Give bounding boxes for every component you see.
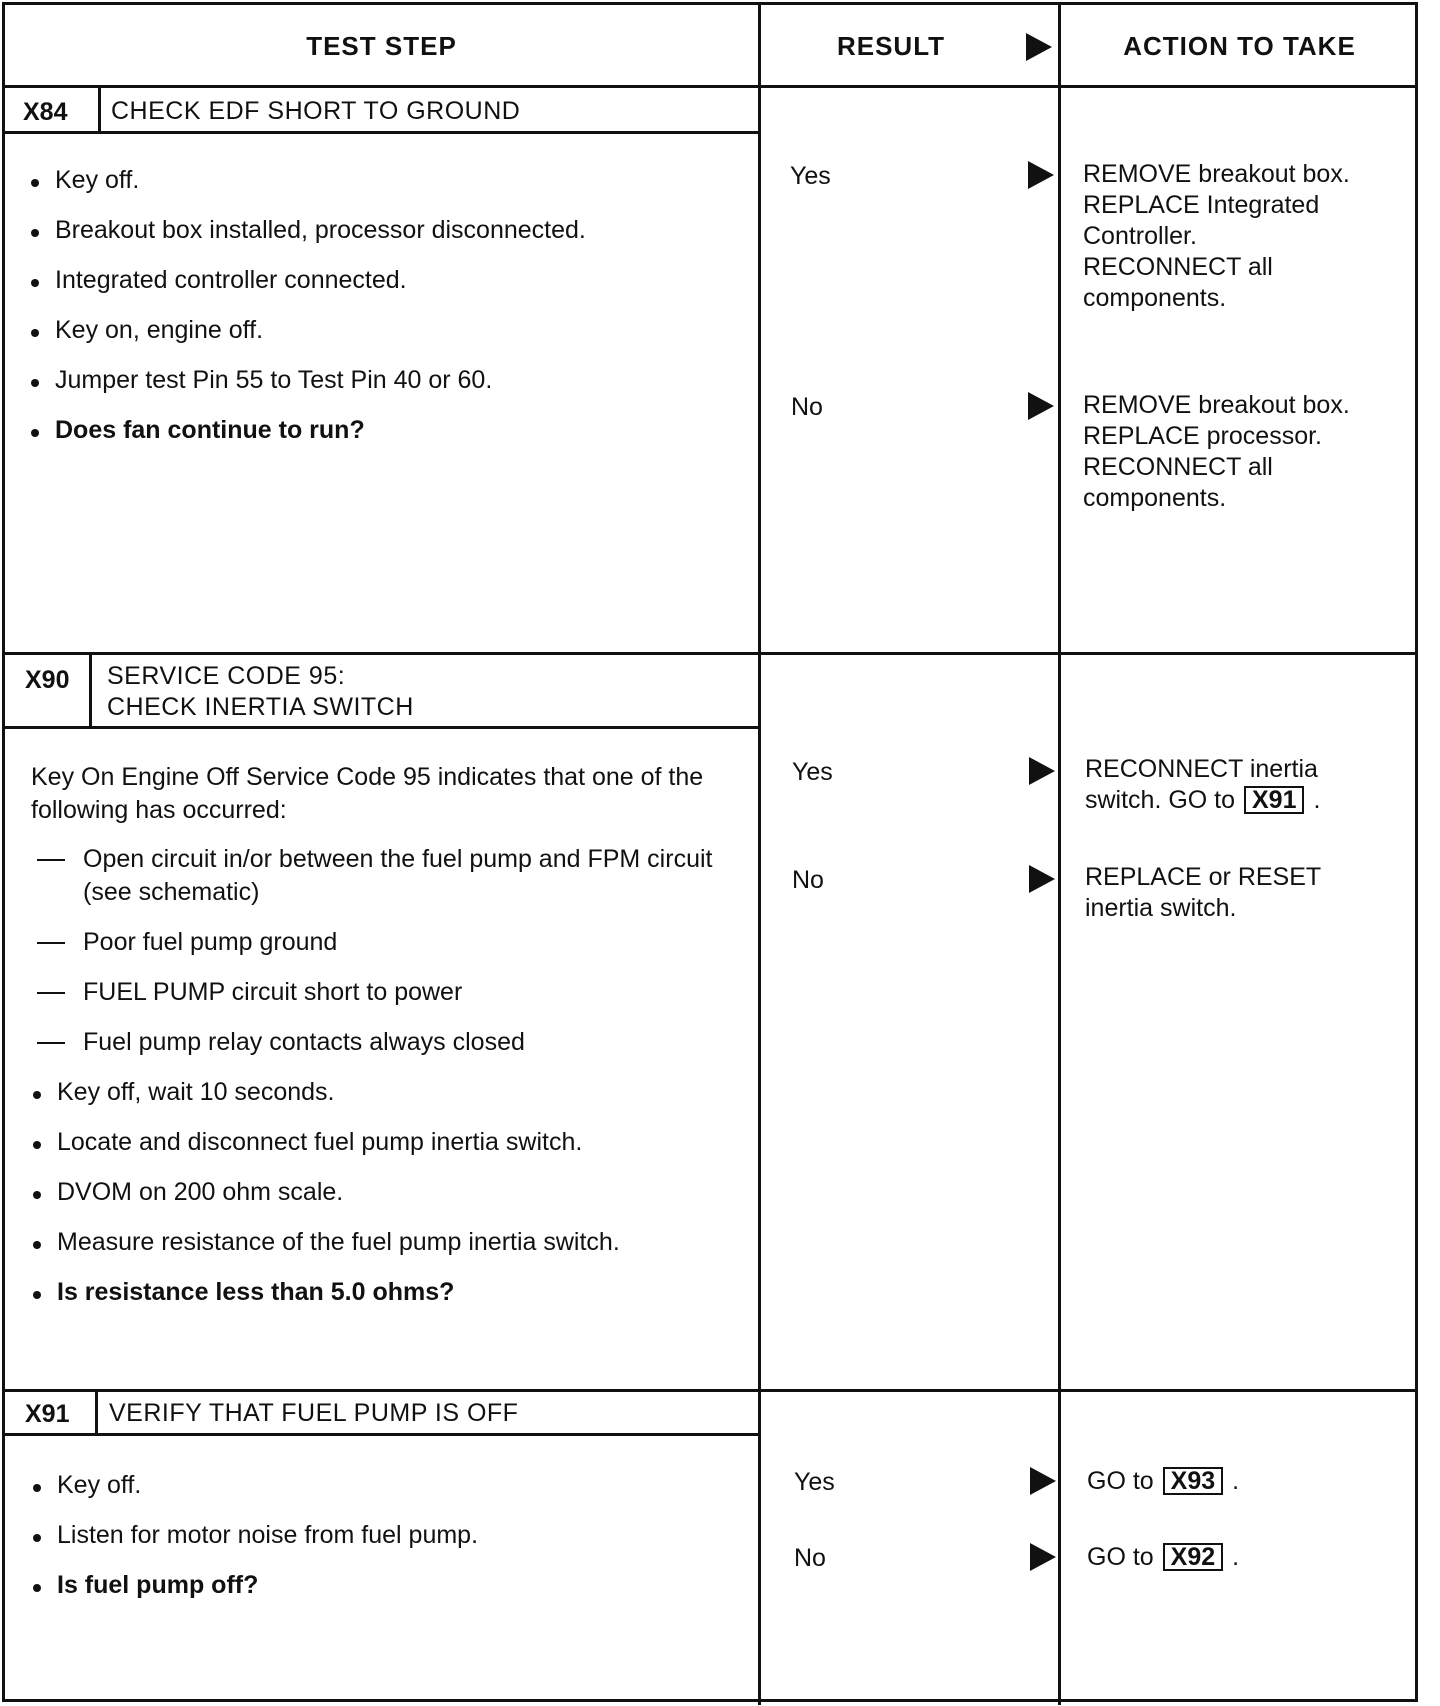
step-x91-action-yes xyxy=(1087,1466,1239,1497)
list-item: Integrated controller connected. xyxy=(29,264,739,297)
step-x90-action-no xyxy=(1085,862,1321,924)
action-text: . xyxy=(1313,786,1321,814)
list-item: Jumper test Pin 55 to Test Pin 40 or 60. xyxy=(29,364,739,397)
action-line: REPLACE Integrated xyxy=(1083,191,1320,219)
action-line: REPLACE processor. xyxy=(1083,422,1322,450)
action-line: RECONNECT inertia xyxy=(1085,755,1318,783)
list-item: DVOM on 200 ohm scale. xyxy=(31,1176,731,1209)
arrow-icon xyxy=(1028,392,1054,420)
header-test-step: TEST STEP xyxy=(306,30,457,61)
step-x90-result-no: No xyxy=(792,866,824,894)
list-item: Listen for motor noise from fuel pump. xyxy=(31,1519,731,1552)
action-text: . xyxy=(1232,1543,1240,1571)
action-line: RECONNECT all xyxy=(1083,453,1273,481)
step-x91-id-divider xyxy=(95,1389,98,1436)
arrow-icon xyxy=(1029,865,1055,893)
action-text: GO to xyxy=(1087,1467,1154,1495)
step-x90-intro: Key On Engine Off Service Code 95 indicates that one of the following has occurred: xyxy=(31,763,704,824)
step-x91-id: X91 xyxy=(25,1400,70,1428)
header-arrow-icon xyxy=(1026,33,1052,61)
action-text: . xyxy=(1232,1467,1240,1495)
list-item: Key off. xyxy=(31,1469,731,1502)
step-x84-action-yes xyxy=(1083,159,1350,314)
list-item: Locate and disconnect fuel pump inertia switch. xyxy=(31,1126,731,1159)
step-x84-title-line: CHECK EDF SHORT TO GROUND xyxy=(111,97,521,125)
action-line: components. xyxy=(1083,284,1227,312)
step-ref-x93-link[interactable]: X93 xyxy=(1163,1467,1223,1495)
action-line: REPLACE or RESET xyxy=(1085,863,1322,891)
arrow-icon xyxy=(1029,757,1055,785)
list-item: Poor fuel pump ground xyxy=(31,926,731,959)
step-x91-result-no: No xyxy=(794,1544,826,1572)
action-line: inertia switch. xyxy=(1085,894,1237,922)
column-divider-action xyxy=(1058,5,1061,1705)
step-x91-action-no xyxy=(1087,1542,1239,1573)
step-x91-result-yes: Yes xyxy=(794,1468,835,1496)
step-x90-title-line: SERVICE CODE 95: xyxy=(107,662,346,690)
step-x84-action-no xyxy=(1083,390,1350,514)
step-x91-instructions xyxy=(31,1469,731,1619)
step-x90-title xyxy=(107,661,414,723)
step-x90-instructions xyxy=(31,843,731,1326)
step-x84-result-yes: Yes xyxy=(790,162,831,190)
step-x90-id-divider xyxy=(89,652,92,729)
step-x84-title xyxy=(111,96,520,127)
column-divider-result xyxy=(758,5,761,1705)
action-line: components. xyxy=(1083,484,1227,512)
step-x90-action-yes xyxy=(1085,754,1320,816)
step-x91-title-line: VERIFY THAT FUEL PUMP IS OFF xyxy=(109,1399,519,1427)
step-x90-title-line: CHECK INERTIA SWITCH xyxy=(107,693,414,721)
arrow-icon xyxy=(1030,1467,1056,1495)
step-x91-title xyxy=(109,1398,518,1429)
step-x84-id: X84 xyxy=(23,98,68,126)
action-line: REMOVE breakout box. xyxy=(1083,391,1350,419)
list-item: Open circuit in/or between the fuel pump and FPM circuit (see schematic) xyxy=(31,843,731,909)
list-item: FUEL PUMP circuit short to power xyxy=(31,976,731,1009)
list-item: Key off, wait 10 seconds. xyxy=(31,1076,731,1109)
step-x84-question: Does fan continue to run? xyxy=(29,414,739,447)
action-line: Controller. xyxy=(1083,222,1197,250)
step-x84-result-no: No xyxy=(791,393,823,421)
header-result: RESULT xyxy=(836,30,946,61)
list-item: Fuel pump relay contacts always closed xyxy=(31,1026,731,1059)
list-item: Key off. xyxy=(29,164,739,197)
step-x90-result-yes: Yes xyxy=(792,758,833,786)
action-line: REMOVE breakout box. xyxy=(1083,160,1350,188)
step-x90-question: Is resistance less than 5.0 ohms? xyxy=(31,1276,731,1309)
action-line xyxy=(1085,785,1320,816)
diagnostic-table xyxy=(2,2,1418,1702)
header-action: ACTION TO TAKE xyxy=(1123,30,1356,61)
arrow-icon xyxy=(1030,1543,1056,1571)
step-ref-x92-link[interactable]: X92 xyxy=(1163,1543,1223,1571)
action-line: RECONNECT all xyxy=(1083,253,1273,281)
list-item: Key on, engine off. xyxy=(29,314,739,347)
step-x90-id: X90 xyxy=(25,666,70,694)
step-x91-question: Is fuel pump off? xyxy=(31,1569,731,1602)
action-text: GO to xyxy=(1087,1543,1154,1571)
step-x84-instructions xyxy=(29,164,739,464)
step-x84-id-divider xyxy=(98,85,101,134)
step-ref-x91-link[interactable]: X91 xyxy=(1244,786,1304,814)
action-text: switch. GO to xyxy=(1085,786,1236,814)
list-item: Breakout box installed, processor disconnected. xyxy=(29,214,739,247)
arrow-icon xyxy=(1028,161,1054,189)
list-item: Measure resistance of the fuel pump inertia switch. xyxy=(31,1226,657,1259)
